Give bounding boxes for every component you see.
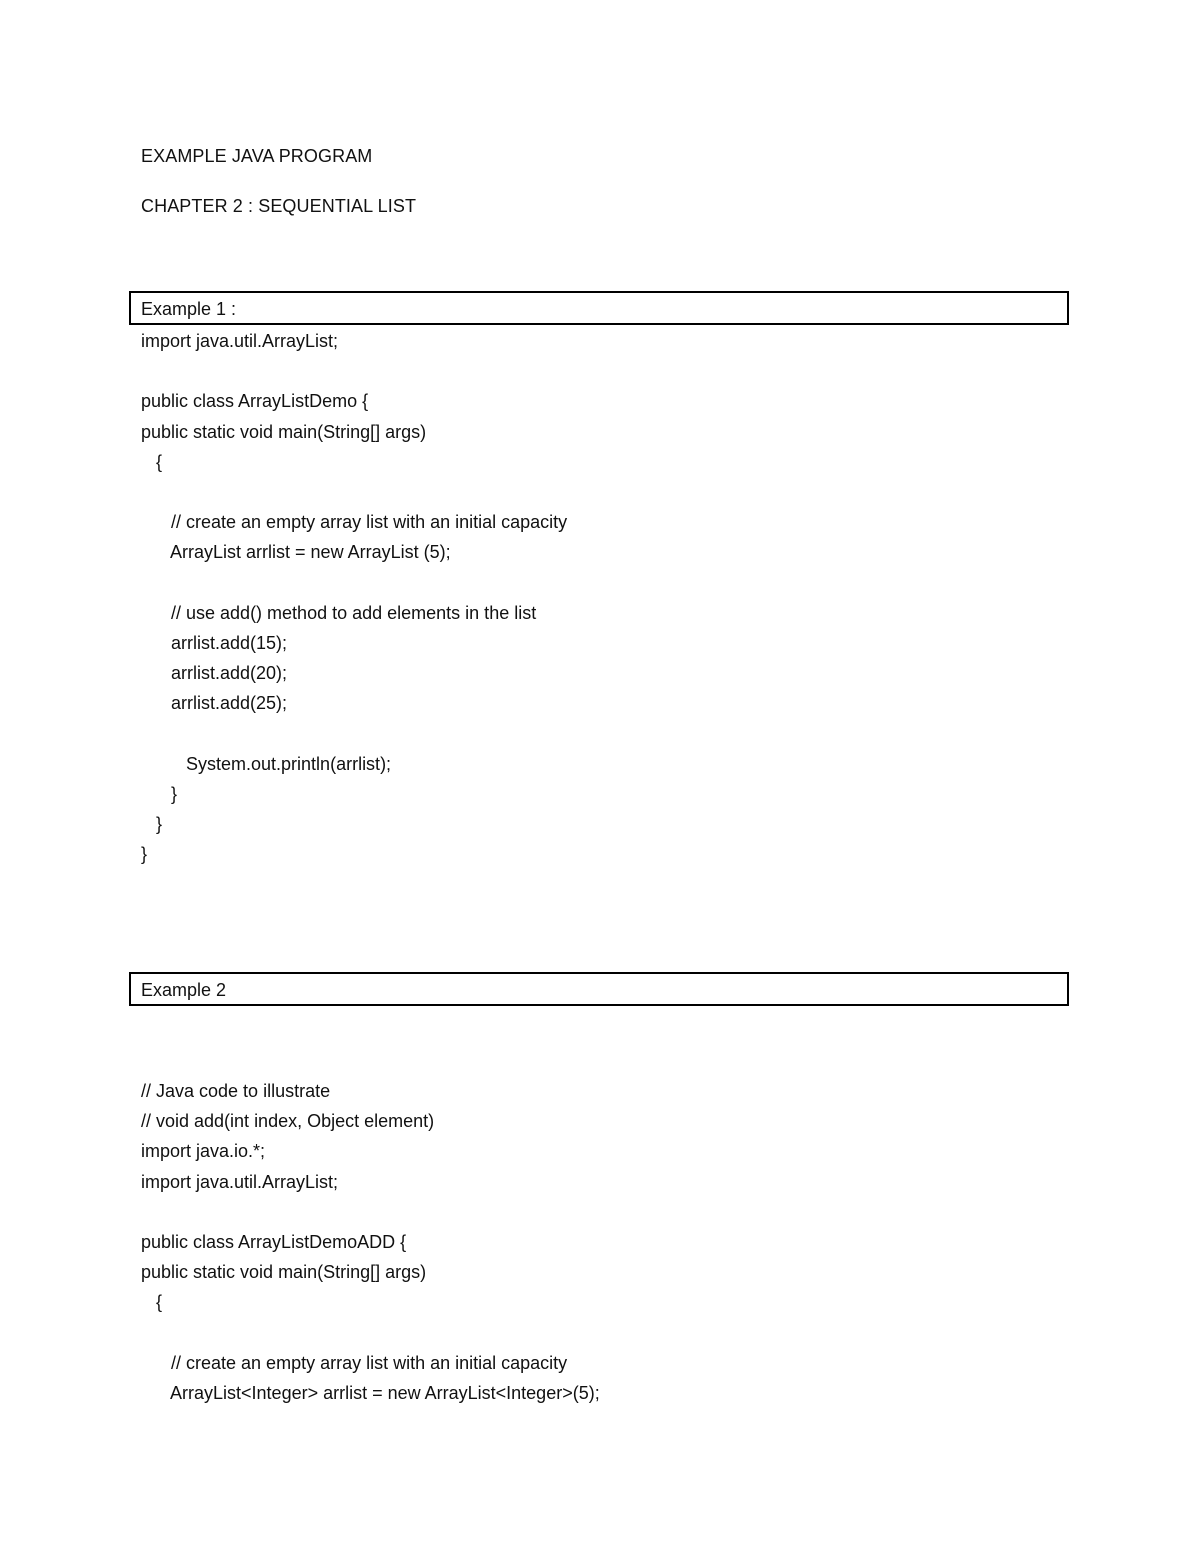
code-line: import java.util.ArrayList; [141,331,339,351]
document-title: EXAMPLE JAVA PROGRAM [141,146,373,166]
code-line: // use add() method to add elements in the list [141,602,537,623]
code-line [141,356,567,386]
code-line [141,718,567,748]
code-line: arrlist.add(25); [141,693,288,714]
code-line: public static void main(String[] args) [141,421,427,442]
code-line: import java.io.*; [141,1141,266,1162]
example-1-code [141,326,567,869]
code-line: public class ArrayListDemoADD { [141,1231,407,1252]
code-line: } [141,844,148,865]
code-line: { [141,1292,163,1313]
code-line: } [141,814,163,834]
example-2-header-box [129,972,1069,1006]
code-line: // create an empty array list with an initial capacity [141,1352,568,1373]
code-line: ArrayList arrlist = new ArrayList (5); [141,542,451,563]
example-2-label: Example 2 [141,980,227,1000]
chapter-subtitle: CHAPTER 2 : SEQUENTIAL LIST [141,196,417,216]
code-line: { [141,451,163,472]
example-1-label: Example 1 : [141,299,237,319]
code-line: arrlist.add(20); [141,663,288,684]
code-line: // Java code to illustrate [141,1081,331,1101]
code-line: // create an empty array list with an initial capacity [141,512,568,533]
example-2-code [141,1076,600,1408]
code-line: import java.util.ArrayList; [141,1171,339,1192]
code-line: // void add(int index, Object element) [141,1111,435,1132]
code-line: ArrayList<Integer> arrlist = new ArrayList<Integer>(5); [141,1382,600,1403]
code-line: public static void main(String[] args) [141,1262,427,1283]
code-line [141,1318,600,1348]
code-line: arrlist.add(15); [141,632,288,653]
code-line: public class ArrayListDemo { [141,391,369,412]
code-line: } [141,783,178,804]
example-1-header-box [129,291,1069,325]
code-line: System.out.println(arrlist); [141,753,392,774]
code-line [141,1197,600,1227]
code-line [141,477,567,507]
code-line [141,568,567,598]
